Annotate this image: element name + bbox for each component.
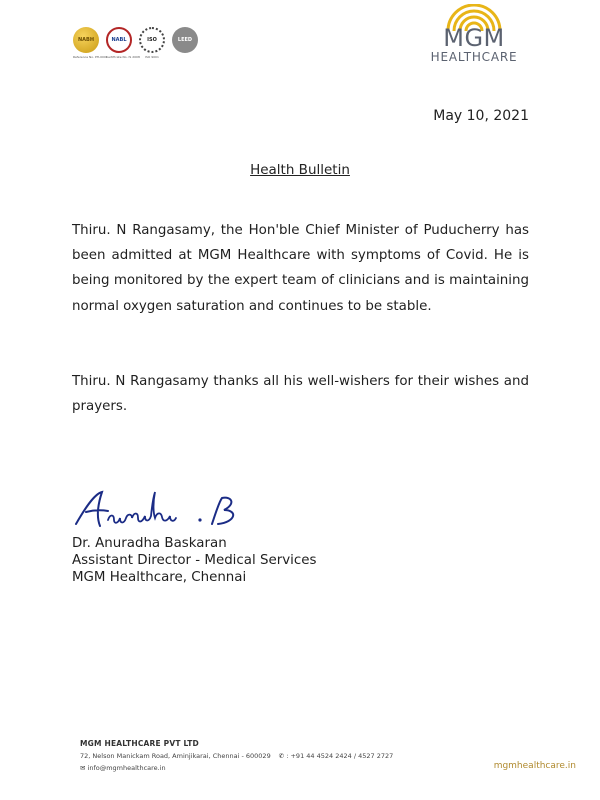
bulletin-paragraph-2: Thiru. N Rangasamy thanks all his well-wishers for their wishes and prayers. [72,374,529,415]
footer-company: MGM HEALTHCARE PVT LTD [80,739,199,748]
accreditation-badges [73,27,198,59]
mgm-healthcare-logo [414,4,534,68]
signature-icon [72,490,242,532]
leed-badge-icon: LEED [172,27,198,53]
footer-address: 72, Nelson Manickam Road, Aminjikarai, Chennai - 600029 [80,752,271,760]
bulletin-paragraph-1: Thiru. N Rangasamy, the Hon'ble Chief Minister of Puducherry has been admitted at MGM Healthcare with symptoms of Covid. He is being monitored by the expert team of clinicians and is maintaining normal oxygen saturation and continues to be stable. [72,223,529,314]
handwritten-signature [72,490,242,536]
footer-email-line [80,764,166,772]
logo-subtitle: HEALTHCARE [430,50,518,64]
footer-email[interactable]: info@mgmhealthcare.in [87,764,166,772]
gear-certification-seal-icon: ISO [139,27,165,53]
email-icon: ✉ [80,764,86,772]
signer-block [72,535,316,586]
footer-website[interactable]: mgmhealthcare.in [493,761,576,771]
signer-role: Assistant Director - Medical Services [72,553,317,568]
phone-icon: ✆ [278,752,285,760]
badge-caption: Reference No. PH-0001 [73,55,108,59]
logo-brand: MGM [443,24,505,52]
page-title: Health Bulletin [250,162,350,178]
signer-name: Dr. Anuradha Baskaran [72,536,227,551]
gold-accreditation-seal-icon: NABH [73,27,99,53]
badge-caption: Certificate No. IS 2008 [106,55,140,59]
signer-org: MGM Healthcare, Chennai [72,570,247,585]
footer-phone: : +91 44 4524 2424 / 4527 2727 [286,752,394,760]
badge-1 [73,27,108,59]
footer-address-line [80,752,393,760]
letter-date: May 10, 2021 [433,108,529,124]
red-accreditation-seal-icon: NABL [106,27,132,53]
badge-3 [139,27,165,59]
badge-caption: ISO 9001 [145,55,159,59]
badge-4 [172,27,198,59]
badge-2 [106,27,140,59]
